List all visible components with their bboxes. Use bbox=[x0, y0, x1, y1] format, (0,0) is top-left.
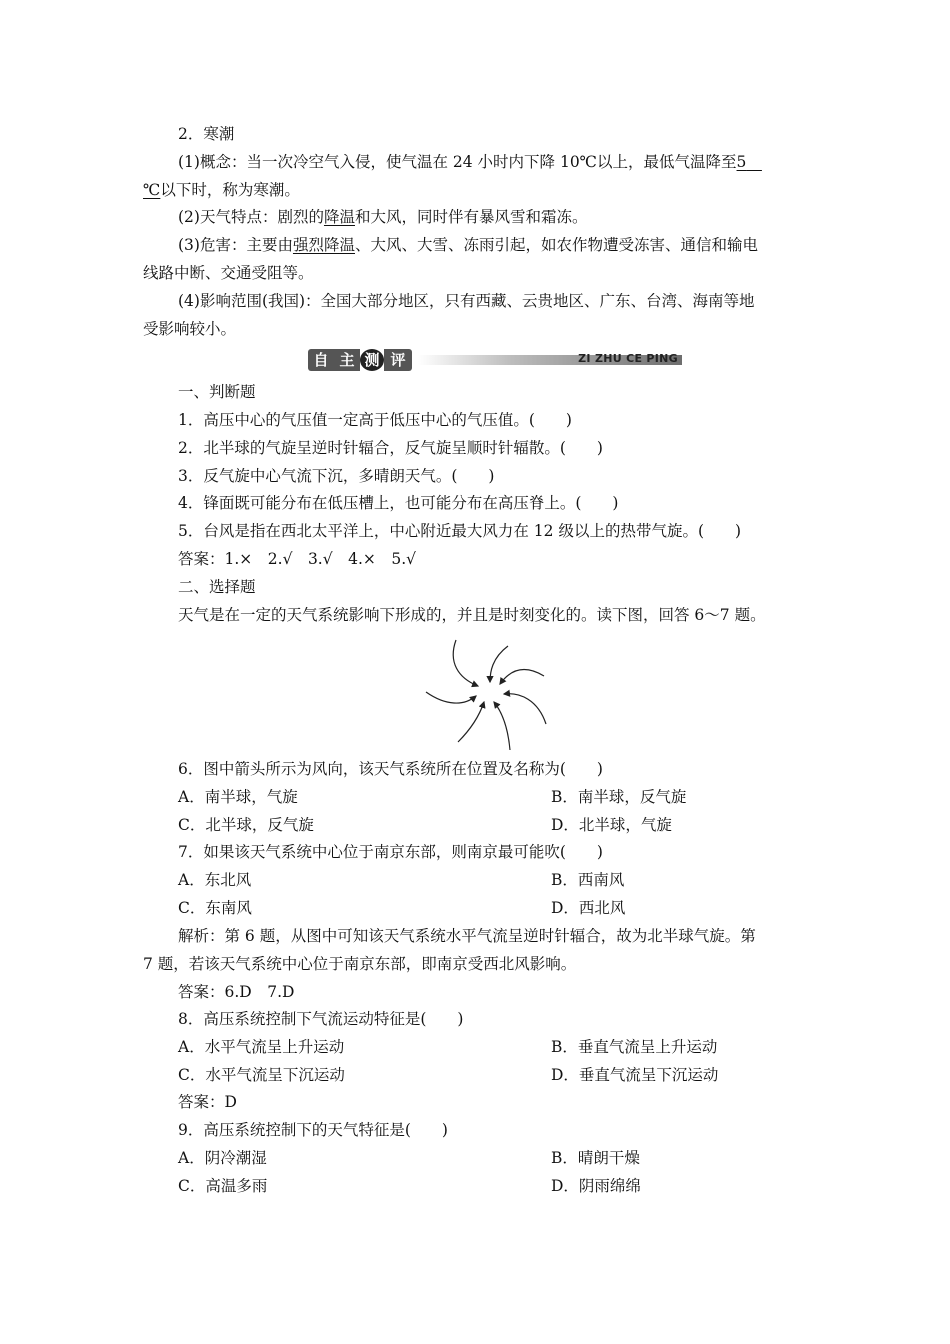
banner-char-highlight: 测 bbox=[360, 349, 384, 371]
judge-item: 2．北半球的气旋呈逆时针辐合，反气旋呈顺时针辐散。( ) bbox=[178, 439, 603, 457]
weather-paragraph bbox=[178, 207, 588, 227]
concept-text: (1)概念：当一次冷空气入侵，使气温在 24 小时内下降 10℃以上，最低气温降至 bbox=[178, 153, 737, 171]
judge-item: 4．锋面既可能分布在低压槽上，也可能分布在高压脊上。( ) bbox=[178, 494, 619, 512]
choice-intro: 天气是在一定的天气系统影响下形成的，并且是时刻变化的。读下图，回答 6～7 题。 bbox=[178, 606, 766, 624]
option-b: B．南半球，反气旋 bbox=[551, 788, 687, 806]
wind-arrow bbox=[458, 702, 484, 742]
judge-answer: 答案：1.× 2.√ 3.√ 4.× 5.√ bbox=[178, 550, 417, 568]
analysis-continuation: 7 题，若该天气系统中心位于南京东部，即南京受西北风影响。 bbox=[143, 955, 577, 973]
judge-item: 3．反气旋中心气流下沉，多晴朗天气。( ) bbox=[178, 467, 495, 485]
option-c: C．东南风 bbox=[178, 899, 252, 917]
judge-item: 5．台风是指在西北太平洋上，中心附近最大风力在 12 级以上的热带气旋。( ) bbox=[178, 522, 742, 540]
option-b: B．垂直气流呈上升运动 bbox=[551, 1038, 718, 1056]
option-d: D．西北风 bbox=[551, 899, 626, 917]
section-heading: 2．寒潮 bbox=[178, 125, 235, 143]
wind-arrow bbox=[490, 646, 508, 682]
wind-arrow bbox=[500, 670, 544, 684]
concept-text-end: 以下时，称为寒潮。 bbox=[160, 181, 300, 199]
option-d: D．垂直气流呈下沉运动 bbox=[551, 1066, 719, 1084]
option-a: A．阴冷潮湿 bbox=[178, 1149, 267, 1167]
harm-paragraph bbox=[178, 235, 758, 255]
section-banner bbox=[308, 349, 682, 371]
option-c: C．高温多雨 bbox=[178, 1177, 268, 1195]
concept-unit: ℃ bbox=[143, 181, 161, 199]
choice-heading: 二、选择题 bbox=[178, 578, 256, 596]
range-continuation: 受影响较小。 bbox=[143, 320, 237, 338]
banner-char: 自 bbox=[308, 349, 334, 371]
option-a: A．水平气流呈上升运动 bbox=[178, 1038, 345, 1056]
concept-continuation bbox=[143, 180, 808, 200]
answer-8: 答案：D bbox=[178, 1093, 237, 1111]
question-7: 7．如果该天气系统中心位于南京东部，则南京最可能吹( ) bbox=[178, 843, 603, 861]
banner-char: 主 bbox=[334, 349, 360, 371]
option-a: A．南半球，气旋 bbox=[178, 788, 298, 806]
option-d: D．北半球，气旋 bbox=[551, 816, 672, 834]
option-c: C．北半球，反气旋 bbox=[178, 816, 314, 834]
judge-heading: 一、判断题 bbox=[178, 383, 256, 401]
harm-text: (3)危害：主要由 bbox=[178, 236, 293, 254]
harm-continuation: 线路中断、交通受阻等。 bbox=[143, 264, 314, 282]
wind-arrow bbox=[504, 694, 546, 724]
question-6: 6．图中箭头所示为风向，该天气系统所在位置及名称为( ) bbox=[178, 760, 603, 778]
option-a: A．东北风 bbox=[178, 871, 252, 889]
question-8: 8．高压系统控制下气流运动特征是( ) bbox=[178, 1010, 464, 1028]
weather-text: (2)天气特点：剧烈的 bbox=[178, 208, 324, 226]
wind-arrow bbox=[494, 702, 510, 750]
harm-answer-blank: 强烈降温 bbox=[292, 236, 355, 254]
question-9: 9．高压系统控制下的天气特征是( ) bbox=[178, 1121, 448, 1139]
wind-spiral-diagram bbox=[420, 636, 550, 752]
judge-item: 1．高压中心的气压值一定高于低压中心的气压值。( ) bbox=[178, 411, 572, 429]
answer-6-7: 答案：6.D 7.D bbox=[178, 983, 295, 1001]
banner-title bbox=[308, 349, 426, 371]
analysis-text: 解析：第 6 题，从图中可知该天气系统水平气流呈逆时针辐合，故为北半球气旋。第 bbox=[178, 927, 756, 945]
option-c: C．水平气流呈下沉运动 bbox=[178, 1066, 345, 1084]
wind-arrow bbox=[453, 640, 478, 686]
concept-answer-blank: 5 bbox=[736, 153, 747, 171]
concept-paragraph bbox=[178, 152, 762, 172]
harm-text-end: 、大风、大雪、冻雨引起，如农作物遭受冻害、通信和输电 bbox=[354, 236, 758, 254]
range-paragraph: (4)影响范围(我国)：全国大部分地区，只有西藏、云贵地区、广东、台湾、海南等地 bbox=[178, 292, 755, 310]
option-b: B．晴朗干燥 bbox=[551, 1149, 640, 1167]
weather-text-end: 和大风，同时伴有暴风雪和霜冻。 bbox=[354, 208, 588, 226]
weather-answer-blank: 降温 bbox=[323, 208, 355, 226]
option-b: B．西南风 bbox=[551, 871, 625, 889]
banner-char: 评 bbox=[384, 349, 412, 371]
option-d: D．阴雨绵绵 bbox=[551, 1177, 641, 1195]
banner-pinyin: ZI ZHU CE PING bbox=[578, 352, 678, 365]
wind-arrow bbox=[426, 692, 476, 703]
